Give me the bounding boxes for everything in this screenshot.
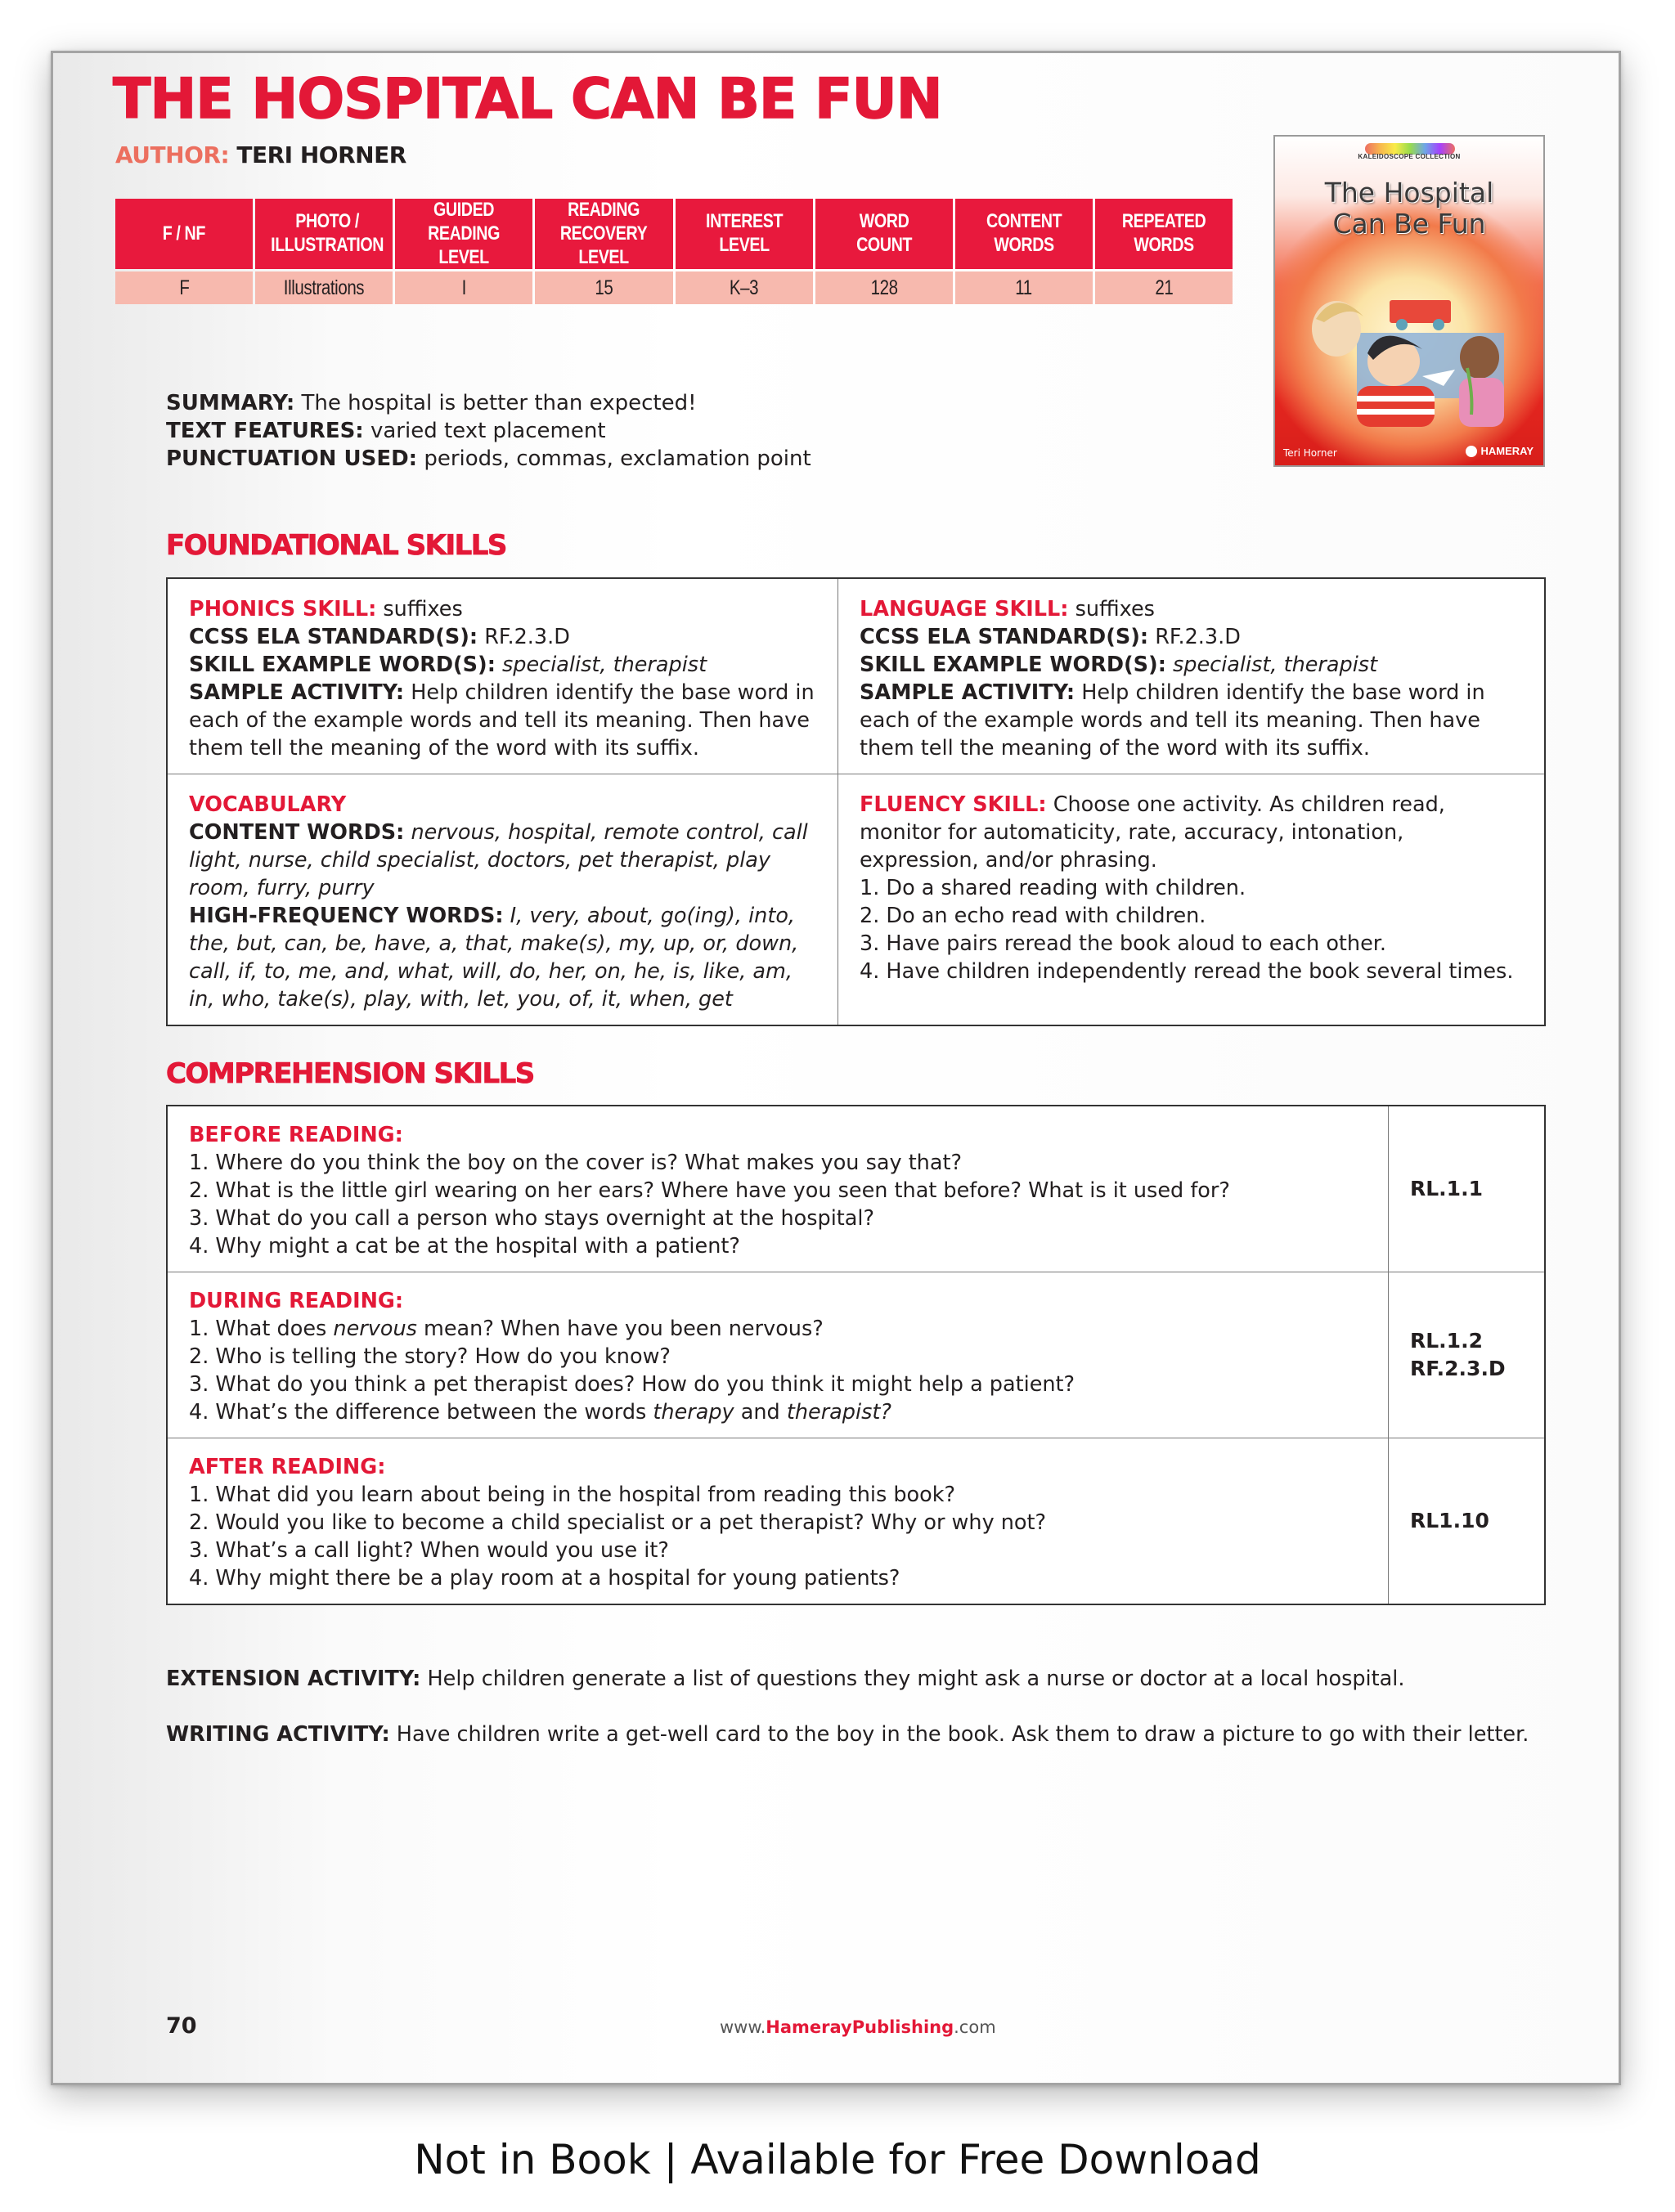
comprehension-skills-table bbox=[166, 1105, 1546, 1605]
summary-text: The hospital is better than expected! bbox=[301, 391, 697, 415]
question-item: 1. What did you learn about being in the hospital from reading this book? bbox=[189, 1483, 956, 1507]
language-skill-cell bbox=[838, 579, 1544, 774]
shirt-stripe bbox=[1357, 396, 1435, 402]
cover-series: KALEIDOSCOPE COLLECTION bbox=[1358, 153, 1461, 160]
stats-value-cell bbox=[535, 271, 672, 304]
author-line bbox=[115, 141, 406, 168]
author-name: TERI HORNER bbox=[236, 141, 406, 168]
standard-code: RL1.10 bbox=[1410, 1509, 1489, 1532]
header-interest-level: INTEREST LEVEL bbox=[705, 210, 783, 257]
question-item: 2. What is the little girl wearing on her ears? Where have you seen that before? What is it used for? bbox=[189, 1178, 1230, 1203]
question-item: 4. Why might there be a play room at a hospital for young patients? bbox=[189, 1566, 900, 1591]
language-skill-label: LANGUAGE SKILL: bbox=[860, 597, 1069, 621]
fluency-item: 4. Have children independently reread the book several times. bbox=[860, 959, 1514, 984]
phonics-skill-cell bbox=[168, 579, 838, 774]
shirt-stripe bbox=[1357, 409, 1435, 415]
content-words-list: nervous, hospital, remote control, call light, nurse, child specialist, doctors, pet therapist, play room, furry, purry bbox=[189, 820, 808, 900]
cover-author: Teri Horner bbox=[1283, 447, 1337, 459]
phonics-activity-label: SAMPLE ACTIVITY: bbox=[189, 680, 405, 705]
girl-face bbox=[1460, 336, 1499, 379]
toy-fire-truck bbox=[1390, 300, 1451, 323]
stats-header-cell bbox=[255, 199, 393, 269]
book-cover-image bbox=[1273, 135, 1545, 467]
cover-publisher-name: HAMERAY bbox=[1480, 445, 1534, 457]
after-reading-label: AFTER READING: bbox=[189, 1455, 386, 1479]
header-photo-illustration: PHOTO / ILLUSTRATION bbox=[271, 210, 384, 257]
standard-code: RL.1.1 bbox=[1410, 1177, 1483, 1200]
value-fnf: F bbox=[179, 276, 190, 299]
stats-header-cell bbox=[535, 199, 672, 269]
standard-code: RL.1.2 bbox=[1410, 1329, 1483, 1353]
text-features-text: varied text placement bbox=[370, 419, 606, 443]
phonics-activity-text: Help children identify the base word in each of the example words and tell its meaning. Then have them tell the meaning of the word with its suffix. bbox=[189, 680, 815, 761]
stats-header-row bbox=[115, 199, 1233, 269]
value-content-words: 11 bbox=[1015, 276, 1033, 299]
hameray-logo-icon bbox=[1466, 446, 1477, 457]
before-reading-questions bbox=[168, 1106, 1389, 1272]
cover-title-line2: Can Be Fun bbox=[1332, 207, 1486, 240]
stats-header-cell bbox=[1095, 199, 1233, 269]
before-reading-row bbox=[168, 1106, 1544, 1272]
foundational-skills-table bbox=[166, 577, 1546, 1026]
value-guided-reading-level: I bbox=[461, 276, 466, 299]
language-standard-value: RF.2.3.D bbox=[1155, 625, 1241, 649]
during-reading-label: DURING READING: bbox=[189, 1289, 404, 1313]
book-summary-block bbox=[166, 389, 811, 473]
stats-value-row bbox=[115, 271, 1233, 304]
foundational-skills-heading: FOUNDATIONAL SKILLS bbox=[166, 529, 506, 562]
cover-illustration bbox=[1300, 271, 1520, 427]
after-reading-standards bbox=[1389, 1438, 1544, 1604]
language-activity-text: Help children identify the base word in each of the example words and tell its meaning. Then have them tell the meaning of the word with its suffix. bbox=[860, 680, 1485, 761]
phonics-examples-value: specialist, therapist bbox=[502, 653, 707, 677]
text-features-label: TEXT FEATURES: bbox=[166, 419, 364, 443]
question-item: 2. Would you like to become a child specialist or a pet therapist? Why or why not? bbox=[189, 1510, 1047, 1535]
cover-title-line1: The Hospital bbox=[1324, 177, 1494, 209]
extension-activity bbox=[166, 1665, 1404, 1693]
boy-shirt bbox=[1357, 386, 1435, 427]
stats-value-cell bbox=[115, 271, 253, 304]
truck-wheel bbox=[1433, 319, 1444, 330]
after-reading-questions bbox=[168, 1438, 1389, 1604]
fluency-skill-label: FLUENCY SKILL: bbox=[860, 792, 1047, 817]
question-text: mean? When have you been nervous? bbox=[416, 1317, 824, 1341]
stats-value-cell bbox=[1095, 271, 1233, 304]
header-reading-recovery-level: READING RECOVERY LEVEL bbox=[560, 199, 648, 268]
header-word-count: WORD COUNT bbox=[855, 210, 912, 257]
stats-value-cell bbox=[815, 271, 953, 304]
stats-header-cell bbox=[955, 199, 1093, 269]
question-item: 3. What do you think a pet therapist does? How do you think it might help a patient? bbox=[189, 1372, 1076, 1397]
phonics-skill-label: PHONICS SKILL: bbox=[189, 597, 377, 621]
header-content-words: CONTENT WORDS bbox=[986, 210, 1062, 257]
url-brand: HamerayPublishing bbox=[766, 2017, 954, 2037]
header-repeated-words: REPEATED WORDS bbox=[1121, 210, 1206, 257]
extension-activity-text: Help children generate a list of questions they might ask a nurse or doctor at a local hospital. bbox=[427, 1667, 1405, 1691]
publisher-url[interactable] bbox=[720, 2017, 996, 2037]
fluency-skill-cell bbox=[838, 774, 1544, 1025]
high-frequency-words-list: I, very, about, go(ing), into, the, but, can, be, have, a, that, make(s), my, up, or, down, call, if, to, me, and, what, will, do, her, on, he, is, like, am, in, who, take(s), play, with, let, you, of, it, when, get bbox=[189, 904, 799, 1012]
writing-activity-label: WRITING ACTIVITY: bbox=[166, 1722, 390, 1747]
fluency-item: 3. Have pairs reread the book aloud to each other. bbox=[860, 931, 1387, 956]
question-item: 1. Where do you think the boy on the cover is? What makes you say that? bbox=[189, 1151, 963, 1175]
url-suffix: .com bbox=[954, 2017, 996, 2037]
standard-code: RF.2.3.D bbox=[1410, 1357, 1506, 1380]
value-reading-recovery-level: 15 bbox=[595, 276, 613, 299]
page-title: THE HOSPITAL CAN BE FUN bbox=[113, 67, 942, 132]
punctuation-text: periods, commas, exclamation point bbox=[424, 446, 811, 471]
before-reading-label: BEFORE READING: bbox=[189, 1123, 403, 1147]
after-reading-row bbox=[168, 1438, 1544, 1604]
extension-activity-label: EXTENSION ACTIVITY: bbox=[166, 1667, 421, 1691]
vocabulary-label: VOCABULARY bbox=[189, 792, 347, 817]
value-word-count: 128 bbox=[870, 276, 898, 299]
truck-wheel bbox=[1396, 319, 1408, 330]
summary-label: SUMMARY: bbox=[166, 391, 295, 415]
during-reading-row bbox=[168, 1272, 1544, 1438]
vocabulary-cell bbox=[168, 774, 838, 1025]
language-activity-label: SAMPLE ACTIVITY: bbox=[860, 680, 1076, 705]
punctuation-line bbox=[166, 445, 811, 473]
url-prefix: www. bbox=[720, 2017, 766, 2037]
question-emphasis: therapy bbox=[653, 1400, 734, 1425]
before-reading-standards bbox=[1389, 1106, 1544, 1272]
comprehension-skills-heading: COMPREHENSION SKILLS bbox=[166, 1057, 534, 1090]
author-label: AUTHOR: bbox=[115, 141, 230, 168]
phonics-skill-value: suffixes bbox=[383, 597, 463, 621]
value-repeated-words: 21 bbox=[1154, 276, 1173, 299]
phonics-examples-label: SKILL EXAMPLE WORD(S): bbox=[189, 653, 496, 677]
value-interest-level: K–3 bbox=[729, 276, 759, 299]
download-notice: Not in Book | Available for Free Download bbox=[414, 2136, 1261, 2183]
cover-title bbox=[1275, 177, 1543, 240]
question-item: 3. What do you call a person who stays overnight at the hospital? bbox=[189, 1206, 875, 1231]
fluency-intro: Choose one activity. As children read, monitor for automaticity, rate, accuracy, intonation, expression, and/or phrasing. bbox=[860, 792, 1445, 873]
punctuation-label: PUNCTUATION USED: bbox=[166, 446, 418, 471]
question-item: 4. Why might a cat be at the hospital with a patient? bbox=[189, 1234, 740, 1259]
stats-value-cell bbox=[255, 271, 393, 304]
text-features-line bbox=[166, 417, 811, 445]
question-emphasis: therapist? bbox=[786, 1400, 891, 1425]
writing-activity-text: Have children write a get-well card to the boy in the book. Ask them to draw a picture to go with their letter. bbox=[396, 1722, 1529, 1747]
stats-value-cell bbox=[676, 271, 813, 304]
high-frequency-words-label: HIGH-FREQUENCY WORDS: bbox=[189, 904, 504, 928]
question-text: and bbox=[734, 1400, 787, 1425]
girl-shirt bbox=[1459, 378, 1504, 427]
question-item bbox=[189, 1315, 1367, 1343]
question-emphasis: nervous bbox=[333, 1317, 417, 1341]
stats-header-cell bbox=[395, 199, 532, 269]
phonics-standard-value: RF.2.3.D bbox=[484, 625, 570, 649]
during-reading-questions bbox=[168, 1272, 1389, 1438]
language-standard-label: CCSS ELA STANDARD(S): bbox=[860, 625, 1149, 649]
writing-activity bbox=[166, 1721, 1529, 1748]
question-item bbox=[189, 1398, 1367, 1426]
header-guided-reading-level: GUIDED READING LEVEL bbox=[428, 199, 501, 268]
question-item: 3. What’s a call light? When would you use it? bbox=[189, 1538, 669, 1563]
summary-line bbox=[166, 389, 811, 417]
stats-value-cell bbox=[395, 271, 532, 304]
question-text: 4. What’s the difference between the words bbox=[189, 1400, 653, 1425]
fluency-item: 2. Do an echo read with children. bbox=[860, 904, 1206, 928]
fluency-item: 1. Do a shared reading with children. bbox=[860, 876, 1246, 900]
value-photo-illustration: Illustrations bbox=[283, 276, 365, 299]
book-stats-table bbox=[113, 196, 1235, 307]
stats-header-cell bbox=[676, 199, 813, 269]
cover-publisher bbox=[1466, 445, 1534, 457]
page-number: 70 bbox=[166, 2013, 197, 2039]
question-item: 2. Who is telling the story? How do you know? bbox=[189, 1344, 671, 1369]
question-text: 1. What does bbox=[189, 1317, 334, 1341]
phonics-standard-label: CCSS ELA STANDARD(S): bbox=[189, 625, 478, 649]
language-examples-value: specialist, therapist bbox=[1173, 653, 1378, 677]
stats-header-cell bbox=[115, 199, 253, 269]
header-fnf: F / NF bbox=[162, 222, 206, 245]
language-skill-value: suffixes bbox=[1075, 597, 1155, 621]
during-reading-standards bbox=[1389, 1272, 1544, 1438]
stats-value-cell bbox=[955, 271, 1093, 304]
stats-header-cell bbox=[815, 199, 953, 269]
content-words-label: CONTENT WORDS: bbox=[189, 820, 405, 845]
language-examples-label: SKILL EXAMPLE WORD(S): bbox=[860, 653, 1166, 677]
